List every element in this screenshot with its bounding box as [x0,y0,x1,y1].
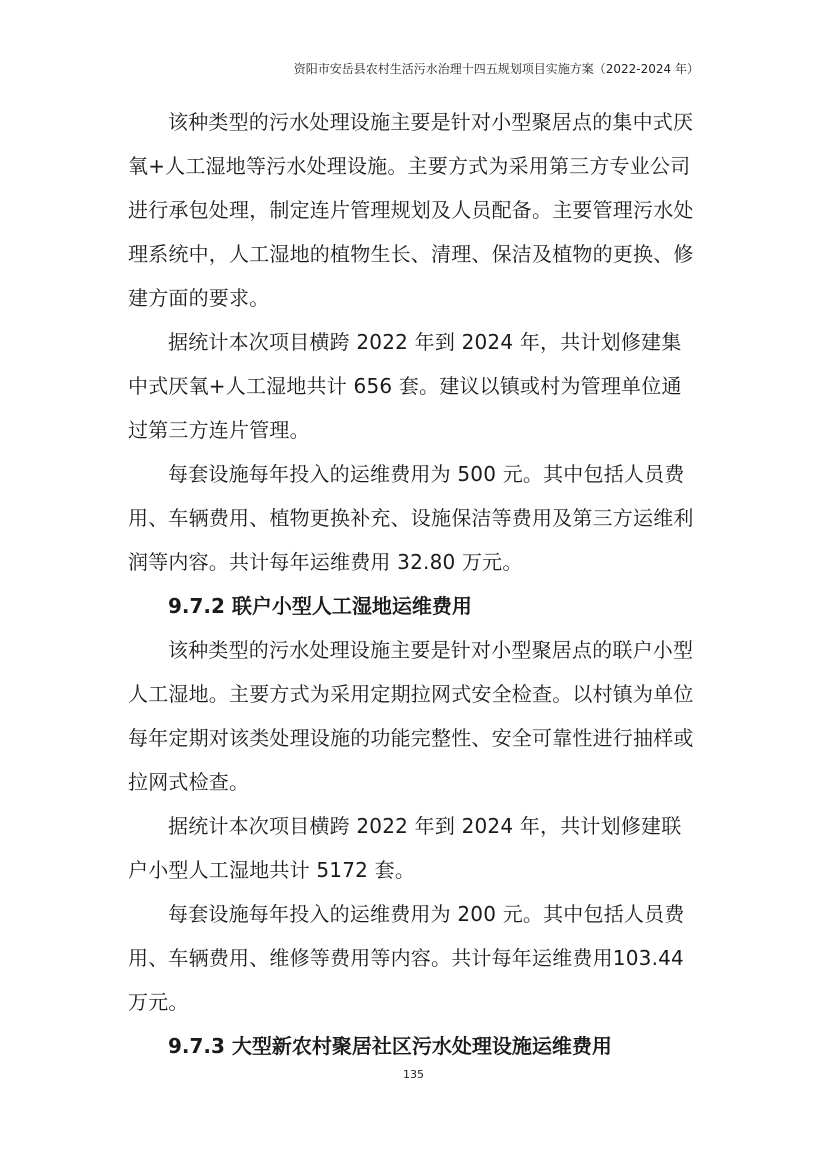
paragraph-intro-centralized: 该种类型的污水处理设施主要是针对小型聚居点的集中式厌氧+人工湿地等污水处理设施。主要方式为采用第三方专业公司进行承包处理，制定连片管理规划及人员配备。主要管理污水处理系统中，人工湿地的植物生长、清理、保洁及植物的更换、修建方面的要求。 [128,110,694,310]
section-heading-9-7-3: 9.7.3 大型新农村聚居社区污水处理设施运维费用 [168,1034,612,1058]
paragraph-household-count: 据统计本次项目横跨 2022 年到 2024 年，共计划修建联户小型人工湿地共计 5172 套。 [128,814,682,882]
paragraph-household-cost: 每套设施每年投入的运维费用为 200 元。其中包括人员费用、车辆费用、维修等费用等内容。共计每年运维费用103.44 万元。 [128,902,685,1014]
section-heading-9-7-2: 9.7.2 联户小型人工湿地运维费用 [168,594,472,618]
paragraph-centralized-count: 据统计本次项目横跨 2022 年到 2024 年，共计划修建集中式厌氧+人工湿地共计 656 套。建议以镇或村为管理单位通过第三方连片管理。 [128,330,682,442]
page-number: 135 [403,1068,424,1081]
page-header: 资阳市安岳县农村生活污水治理十四五规划项目实施方案（2022-2024 年） [293,62,699,76]
paragraph-intro-household: 该种类型的污水处理设施主要是针对小型聚居点的联户小型人工湿地。主要方式为采用定期拉网式安全检查。以村镇为单位每年定期对该类处理设施的功能完整性、安全可靠性进行抽样或拉网式检查。 [128,638,694,794]
document-body [128,100,694,1068]
paragraph-centralized-cost: 每套设施每年投入的运维费用为 500 元。其中包括人员费用、车辆费用、植物更换补充、设施保洁等费用及第三方运维利润等内容。共计每年运维费用 32.80 万元。 [128,462,694,574]
